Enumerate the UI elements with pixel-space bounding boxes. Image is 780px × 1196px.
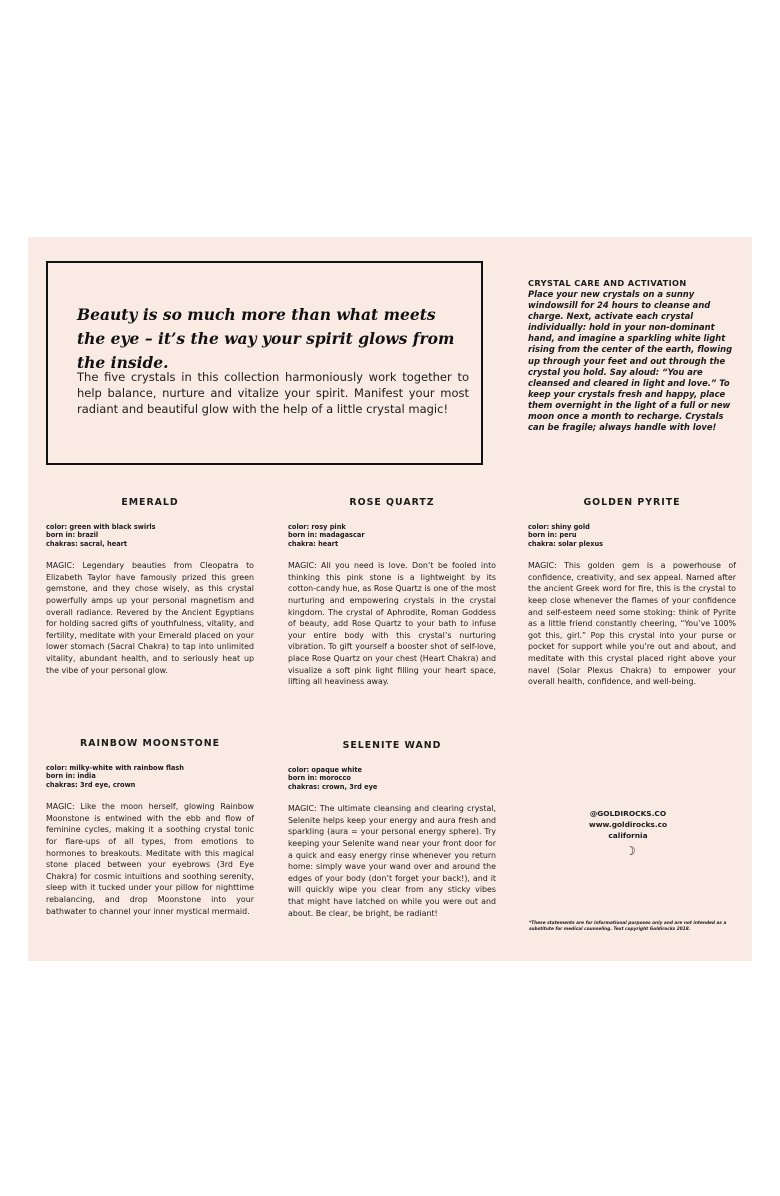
- crystal-magic: MAGIC: All you need is love. Don’t be fooled into thinking this pink stone is a lightweight by its cotton-candy hue, as Rose Quartz is one of the most nurturing and empowering crystals in the crystal kingdom. The crystal of Aphrodite, Roman Goddess of beauty, add Rose Quartz to your bath to infuse your entire body with this crystal’s nurturing vibration. To gift yourself a booster shot of self-love, place Rose Quartz on your chest (Heart Chakra) and visualize a soft pink light filling your heart space, lifting all heaviness away.: [288, 561, 496, 687]
- crystal-magic: MAGIC: The ultimate cleansing and clearing crystal, Selenite helps keep your energy and aura fresh and sparkling (aura = your personal energy sphere). Try keeping your Selenite wand near your front door for a quick and easy energy rinse whenever you return home: simply wave your wand over and around the edges of your body (don’t forget your back!), and it will quickly wipe you clear from any sticky vibes that might have latched on while you were out and about. Be clear, be bright, be radiant!: [288, 804, 496, 918]
- crystal-title: GOLDEN PYRITE: [583, 497, 681, 508]
- care-text: Place your new crystals on a sunny windowsill for 24 hours to cleanse and charge. Next, activate each crystal individually: hold in your non-dominant hand, and imagine a sparkling white light rising from the center of the earth, flowing up through your feet and out through the crystal you hold. Say aloud: “You are cleansed and cleared in light and love.” To keep your crystals fresh and happy, place them overnight in the light of a full or new moon once a month to recharge. Crystals can be fragile; always handle with love!: [528, 289, 733, 433]
- crystal-color: color: shiny gold: [528, 523, 590, 531]
- care-title: CRYSTAL CARE AND ACTIVATION: [528, 278, 687, 288]
- crystal-chakras: chakras: sacral, heart: [46, 539, 128, 548]
- crystal-meta: [288, 523, 496, 548]
- crystal-color: color: green with black swirls: [46, 523, 156, 531]
- crystal-color: color: opaque white: [288, 766, 362, 774]
- crystal-meta: [288, 766, 496, 791]
- crystal-title: SELENITE WAND: [342, 740, 442, 751]
- brand-location: california: [608, 831, 648, 840]
- tagline: Beauty is so much more than what meets the eye – it’s the way your spirit glows from the inside.: [77, 305, 455, 372]
- crystal-origin: born in: india: [46, 772, 96, 781]
- intro-box: [46, 261, 483, 465]
- crystal-emerald: [46, 497, 254, 676]
- product-insert-card: [28, 237, 752, 961]
- crystal-magic: MAGIC: Legendary beauties from Cleopatra to Elizabeth Taylor have famously prized this green gemstone, and they chose wisely, as this crystal powerfully amps up your personal magnetism and overall radiance. Revered by the Ancient Egyptians for holding sacred gifts of youthfulness, vitality, and fertility, meditate with your Emerald placed on your lower stomach (Sacral Chakra) to tap into unlimited vitality, abundant health, and to seriously heat up the vibe of your personal glow.: [46, 561, 254, 675]
- crystal-care-section: [528, 278, 736, 433]
- crystal-magic: MAGIC: Like the moon herself, glowing Rainbow Moonstone is entwined with the ebb and flow of feminine cycles, making it a soothing crystal tonic for flare-ups of all types, from emotions to hormones to breakouts. Meditate with this magical stone placed between your eyebrows (3rd Eye Chakra) for cosmic intuitions and soothing serenity, sleep with it tucked under your pillow for nighttime rebalancing, and drop Moonstone into your bathwater to channel your inner mystical mermaid.: [46, 802, 254, 916]
- crystal-title: RAINBOW MOONSTONE: [79, 738, 220, 749]
- intro-text: The five crystals in this collection harmoniously work together to help balance, nurture and vitalize your spirit. Manifest your most radiant and beautiful glow with the help of a little crystal magic!: [77, 370, 469, 416]
- crystal-color: color: rosy pink: [288, 523, 346, 531]
- crystal-origin: born in: peru: [528, 531, 577, 540]
- crystal-golden-pyrite: [528, 497, 736, 688]
- brand-block: [568, 808, 688, 841]
- brand-handle: @GOLDIROCKS.CO: [589, 809, 667, 818]
- crystal-origin: born in: brazil: [46, 531, 99, 540]
- crystal-chakras: chakra: heart: [288, 539, 339, 548]
- crystal-chakras: chakra: solar plexus: [528, 539, 604, 548]
- brand-website: www.goldirocks.co: [588, 820, 668, 829]
- crystal-meta: [46, 764, 254, 789]
- crystal-magic: MAGIC: This golden gem is a powerhouse of confidence, creativity, and sex appeal. Named after the ancient Greek word for fire, this is the crystal to keep close whenever the flames of your confidence and self-esteem need some stoking: think of Pyrite as a little friend constantly cheering, “You’ve 100% got this, girl.” Pop this crystal into your purse or pocket for support while you’re out and about, and meditate with this crystal placed right above your navel (Solar Plexus Chakra) to empower your overall health, confidence, and well-being.: [528, 561, 736, 687]
- crystal-origin: born in: morocco: [288, 774, 351, 783]
- crystal-title: ROSE QUARTZ: [349, 497, 435, 508]
- crystal-rainbow-moonstone: [46, 738, 254, 917]
- disclaimer: *These statements are for informational purposes only and are not intended as a substitute for medical counseling. Text copyright Goldirocks 2018.: [529, 921, 727, 932]
- crystal-chakras: chakras: 3rd eye, crown: [46, 780, 136, 789]
- crystal-meta: [46, 523, 254, 548]
- crystal-origin: born in: madagascar: [288, 531, 365, 540]
- crystal-rose-quartz: [288, 497, 496, 688]
- crystal-title: EMERALD: [121, 497, 179, 508]
- crystal-meta: [528, 523, 736, 548]
- crystal-selenite-wand: [288, 740, 496, 919]
- crystal-color: color: milky-white with rainbow flash: [46, 764, 184, 772]
- crystal-chakras: chakras: crown, 3rd eye: [288, 782, 378, 791]
- moon-icon: ☽: [625, 844, 636, 858]
